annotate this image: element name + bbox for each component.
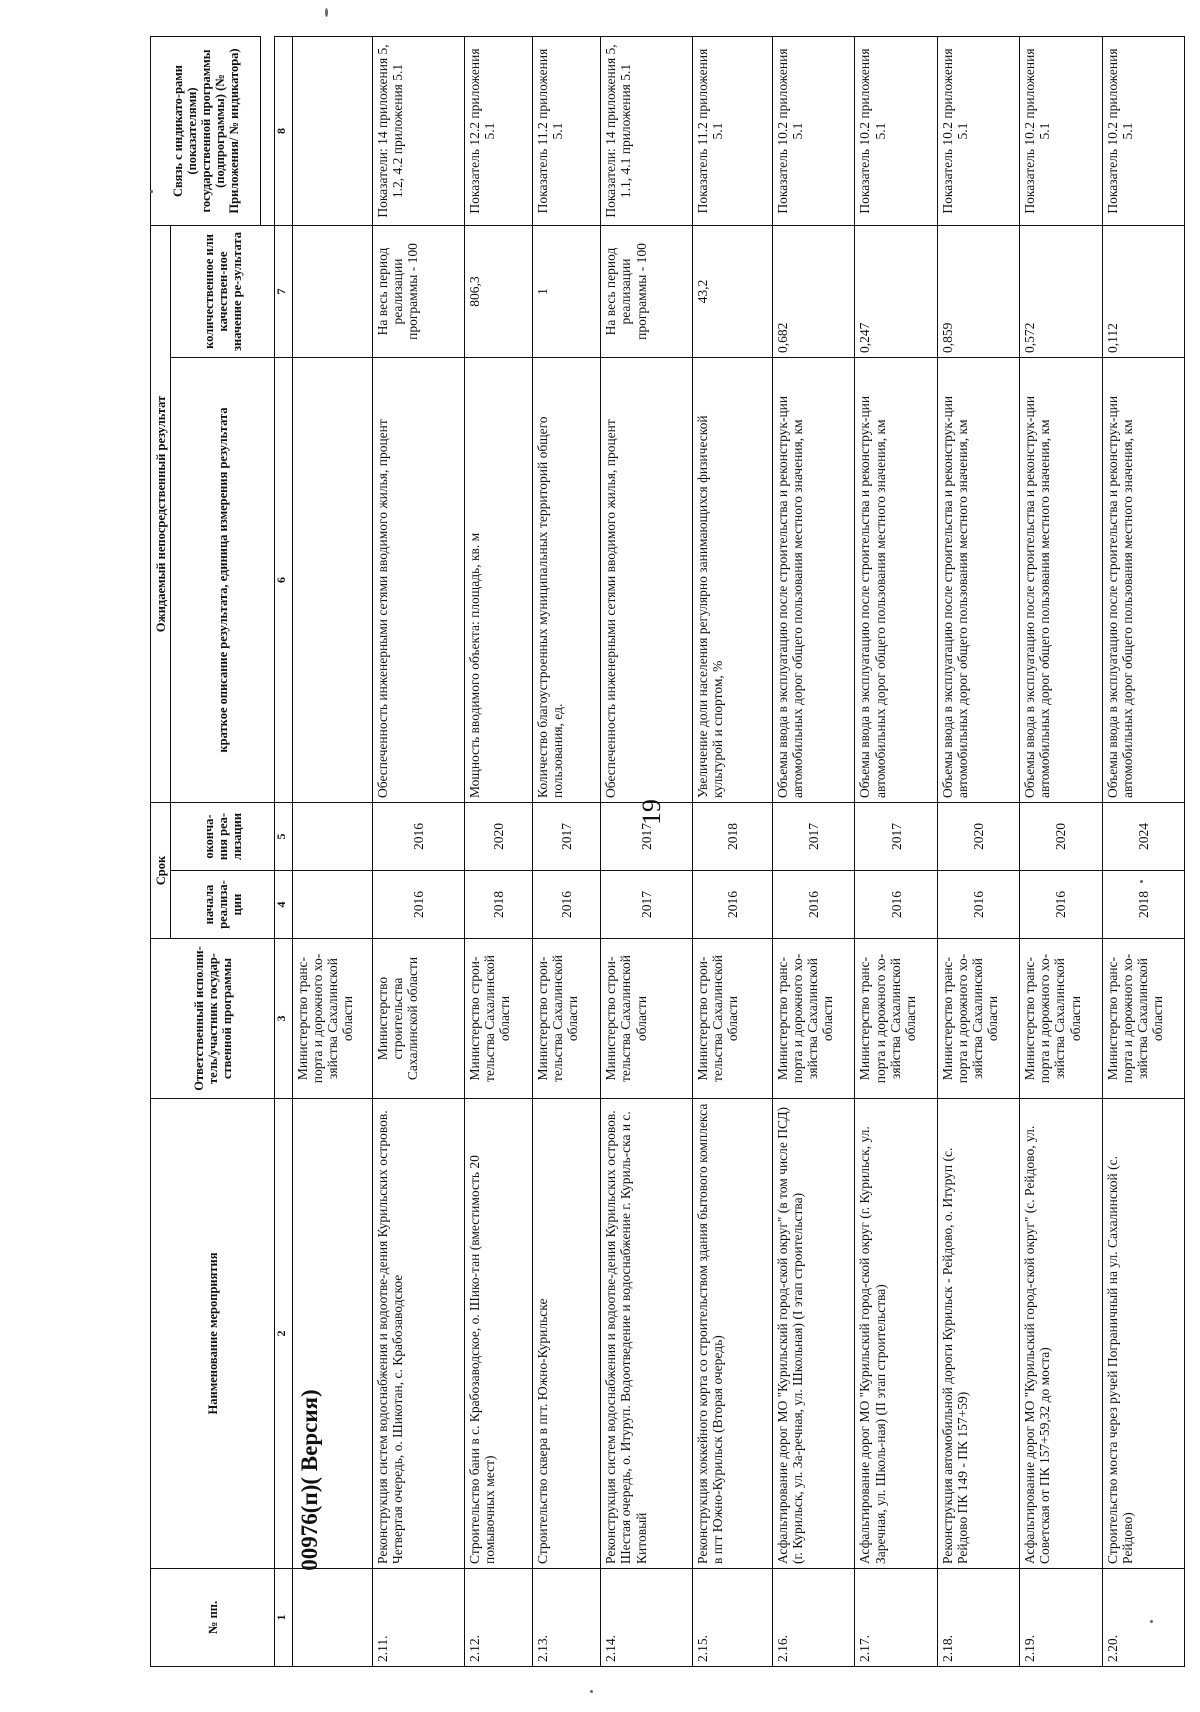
row-description: Объемы ввода в эксплуатацию после строительства и реконструк-ции автомобильных дорог общего пользования местного значения, км bbox=[1020, 358, 1102, 803]
row-name: Асфальтирование дорог МО "Курильский город-ской округ" (в том числе ПСД) (г. Курильск, ул. За-речная, ул. Школьная) (I этап строительства) bbox=[773, 1099, 855, 1569]
header-end: оконча-ния реа-лизации bbox=[171, 803, 275, 871]
colnum-6: 6 bbox=[275, 358, 293, 803]
header-start: начала реализа-ции bbox=[171, 871, 275, 939]
row-description: Объемы ввода в эксплуатацию после строительства и реконструк-ции автомобильных дорог общего пользования местного значения, км bbox=[855, 358, 937, 803]
table-row bbox=[373, 37, 465, 1667]
header-executor: Ответственный исполни-тель/участник государ-ственной программы bbox=[151, 939, 275, 1099]
row-value: 1 bbox=[533, 226, 601, 358]
row-num: 2.18. bbox=[937, 1569, 1019, 1667]
row-name: Реконструкция систем водоснабжения и водоотве-дения Курильских островов. Четвертая очередь, о. Шикотан, с. Крабозаводское bbox=[373, 1099, 465, 1569]
row-name: Асфальтирование дорог МО "Курильский город-ской округ (г. Курильск, ул. Заречная, ул. Школь-ная) (II этап строительства) bbox=[855, 1099, 937, 1569]
row-value: 0,859 bbox=[937, 226, 1019, 358]
row-name: Строительство бани в с. Крабозаводское, о. Шико-тан (вместимость 20 помывочных мест) bbox=[464, 1099, 532, 1569]
row-description: Объемы ввода в эксплуатацию после строительства и реконструк-ции автомобильных дорог общего пользования местного значения, км bbox=[1102, 358, 1184, 803]
row-name: Строительство моста через ручей Пограничный на ул. Сахалинской (с. Рейдово) bbox=[1102, 1099, 1184, 1569]
header-value: количественное или качествен-ное значение ре-зультата bbox=[171, 226, 275, 358]
colnum-1: 1 bbox=[275, 1569, 293, 1667]
row-end: 2017 bbox=[773, 803, 855, 871]
row-description: Количество благоустроенных муниципальных территорий общего пользования, ед. bbox=[533, 358, 601, 803]
row-end bbox=[293, 803, 373, 871]
colnum-3: 3 bbox=[275, 939, 293, 1099]
header-name: Наименование мероприятия bbox=[151, 1099, 275, 1569]
row-start bbox=[293, 871, 373, 939]
row-value: 0,112 bbox=[1102, 226, 1184, 358]
row-start: 2016 bbox=[855, 871, 937, 939]
table-row bbox=[464, 37, 532, 1667]
row-executor: Министерство транс-порта и дорожного хо-зяйства Сахалинской области bbox=[1102, 939, 1184, 1099]
table-row bbox=[293, 37, 373, 1667]
row-description: Мощность вводимого объекта: площадь, кв. м bbox=[464, 358, 532, 803]
row-start: 2016 bbox=[533, 871, 601, 939]
row-name: Реконструкция систем водоснабжения и водоотве-дения Курильских островов. Шестая очередь, о. Итуруп. Водоотведение и водоснабжение г. Куриль-ска и с. Китовый bbox=[601, 1099, 693, 1569]
header-srok: Срок bbox=[151, 803, 171, 939]
scan-speck bbox=[325, 8, 328, 17]
scan-speck bbox=[1140, 880, 1143, 883]
row-num: 2.17. bbox=[855, 1569, 937, 1667]
colnum-4: 4 bbox=[275, 871, 293, 939]
row-executor: Министерство транс-порта и дорожного хо-зяйства Сахалинской области bbox=[855, 939, 937, 1099]
scan-speck bbox=[150, 190, 153, 193]
row-executor: Министерство строи-тельства Сахалинской области bbox=[601, 939, 693, 1099]
row-link: Показатель 11.2 приложения 5.1 bbox=[693, 37, 773, 226]
row-num: 2.13. bbox=[533, 1569, 601, 1667]
document-id: 00976(п)( Версия) bbox=[297, 1389, 322, 1571]
row-description: Объемы ввода в эксплуатацию после строительства и реконструк-ции автомобильных дорог общего пользования местного значения, км bbox=[937, 358, 1019, 803]
header-result: Ожидаемый непосредственный результат bbox=[151, 226, 171, 803]
row-link: Показатель 10.2 приложения 5.1 bbox=[1102, 37, 1184, 226]
table-row bbox=[1102, 37, 1184, 1667]
table-row bbox=[601, 37, 693, 1667]
row-link: Показатель 10.2 приложения 5.1 bbox=[937, 37, 1019, 226]
row-value: На весь период реализации программы - 100 bbox=[601, 226, 693, 358]
header-link: Связь с индикато-рами (показателями) государственной программы (подпрограммы) (№ Приложения/ № индикатора) bbox=[151, 37, 261, 226]
row-name: Реконструкция автомобильной дороги Курильск - Рейдово, о. Итуруп (с. Рейдово ПК 149 - ПК 157+59) bbox=[937, 1099, 1019, 1569]
scan-speck bbox=[590, 1690, 593, 1693]
row-value: 43,2 bbox=[693, 226, 773, 358]
row-num: 2.12. bbox=[464, 1569, 532, 1667]
row-end: 2018 bbox=[693, 803, 773, 871]
table-row bbox=[693, 37, 773, 1667]
table-row bbox=[773, 37, 855, 1667]
row-start: 2016 bbox=[693, 871, 773, 939]
row-num: 2.14. bbox=[601, 1569, 693, 1667]
table-row bbox=[855, 37, 937, 1667]
row-executor: Министерство строи-тельства Сахалинской области bbox=[533, 939, 601, 1099]
row-executor: Министерство транс-порта и дорожного хо-зяйства Сахалинской области bbox=[1020, 939, 1102, 1099]
row-start: 2016 bbox=[937, 871, 1019, 939]
row-executor: Министерство строи-тельства Сахалинской области bbox=[464, 939, 532, 1099]
row-start: 2018 bbox=[1102, 871, 1184, 939]
row-link: Показатель 10.2 приложения 5.1 bbox=[773, 37, 855, 226]
row-end: 2017 bbox=[601, 803, 693, 871]
row-link: Показатели: 14 приложения 5, 1.2, 4.2 приложения 5.1 bbox=[373, 37, 465, 226]
row-value: 806,3 bbox=[464, 226, 532, 358]
row-link: Показатель 11.2 приложения 5.1 bbox=[533, 37, 601, 226]
row-description: Обеспеченность инженерными сетями вводимого жилья, процент bbox=[601, 358, 693, 803]
table-header bbox=[151, 37, 293, 1667]
colnum-7: 7 bbox=[275, 226, 293, 358]
table-row bbox=[533, 37, 601, 1667]
row-executor: Министерство транс-порта и дорожного хо-зяйства Сахалинской области bbox=[773, 939, 855, 1099]
row-num: 2.16. bbox=[773, 1569, 855, 1667]
row-start: 2016 bbox=[373, 871, 465, 939]
row-start: 2018 bbox=[464, 871, 532, 939]
row-value: 0,247 bbox=[855, 226, 937, 358]
row-link: Показатель 12.2 приложения 5.1 bbox=[464, 37, 532, 226]
colnum-8: 8 bbox=[275, 37, 293, 226]
row-name: Асфальтирование дорог МО "Курильский город-ской округ" (с. Рейдово, ул. Советская от ПК 157+59,32 до моста) bbox=[1020, 1099, 1102, 1569]
row-end: 2020 bbox=[464, 803, 532, 871]
row-num bbox=[293, 1569, 373, 1667]
scan-speck bbox=[1150, 1620, 1153, 1623]
row-num: 2.20. bbox=[1102, 1569, 1184, 1667]
row-end: 2020 bbox=[937, 803, 1019, 871]
row-num: 2.19. bbox=[1020, 1569, 1102, 1667]
row-description bbox=[293, 358, 373, 803]
header-num: № пп. bbox=[151, 1569, 275, 1667]
row-start: 2016 bbox=[1020, 871, 1102, 939]
row-link: Показатель 10.2 приложения 5.1 bbox=[855, 37, 937, 226]
row-link bbox=[293, 37, 373, 226]
colnum-5: 5 bbox=[275, 803, 293, 871]
row-start: 2017 bbox=[601, 871, 693, 939]
row-end: 2020 bbox=[1020, 803, 1102, 871]
row-name bbox=[293, 1099, 373, 1569]
row-value: 0,572 bbox=[1020, 226, 1102, 358]
row-executor: Министерство транс-порта и дорожного хо-зяйства Сахалинской области bbox=[293, 939, 373, 1099]
row-description: Увеличение доли населения регулярно занимающихся физической культурой и спортом, % bbox=[693, 358, 773, 803]
row-executor: Министерство строи-тельства Сахалинской области bbox=[693, 939, 773, 1099]
row-name: Реконструкция хоккейного корта со строительством здания бытового комплекса в пгт Южно-Курильск (Вторая очередь) bbox=[693, 1099, 773, 1569]
table-row bbox=[937, 37, 1019, 1667]
colnum-2: 2 bbox=[275, 1099, 293, 1569]
table-row bbox=[1020, 37, 1102, 1667]
row-end: 2017 bbox=[533, 803, 601, 871]
header-description: краткое описание результата, единица измерения результата bbox=[171, 358, 275, 803]
row-num: 2.11. bbox=[373, 1569, 465, 1667]
row-end: 2024 bbox=[1102, 803, 1184, 871]
row-description: Обеспеченность инженерными сетями вводимого жилья, процент bbox=[373, 358, 465, 803]
row-end: 2017 bbox=[855, 803, 937, 871]
row-value bbox=[293, 226, 373, 358]
measures-table bbox=[150, 36, 1185, 1667]
row-start: 2016 bbox=[773, 871, 855, 939]
row-executor: Министерство транс-порта и дорожного хо-зяйства Сахалинской области bbox=[937, 939, 1019, 1099]
row-value: 0,682 bbox=[773, 226, 855, 358]
row-executor: Министерство строительства Сахалинской области bbox=[373, 939, 465, 1099]
rotated-table-wrapper bbox=[150, 37, 1185, 1667]
row-description: Объемы ввода в эксплуатацию после строительства и реконструк-ции автомобильных дорог общего пользования местного значения, км bbox=[773, 358, 855, 803]
page-number: 19 bbox=[637, 799, 666, 825]
row-name: Строительство сквера в пгт. Южно-Курильске bbox=[533, 1099, 601, 1569]
row-link: Показатели: 14 приложения 5, 1.1, 4.1 приложения 5.1 bbox=[601, 37, 693, 226]
table-body bbox=[293, 37, 1185, 1667]
row-value: На весь период реализации программы - 100 bbox=[373, 226, 465, 358]
row-num: 2.15. bbox=[693, 1569, 773, 1667]
row-link: Показатель 10.2 приложения 5.1 bbox=[1020, 37, 1102, 226]
column-number-row bbox=[275, 37, 293, 1667]
row-end: 2016 bbox=[373, 803, 465, 871]
